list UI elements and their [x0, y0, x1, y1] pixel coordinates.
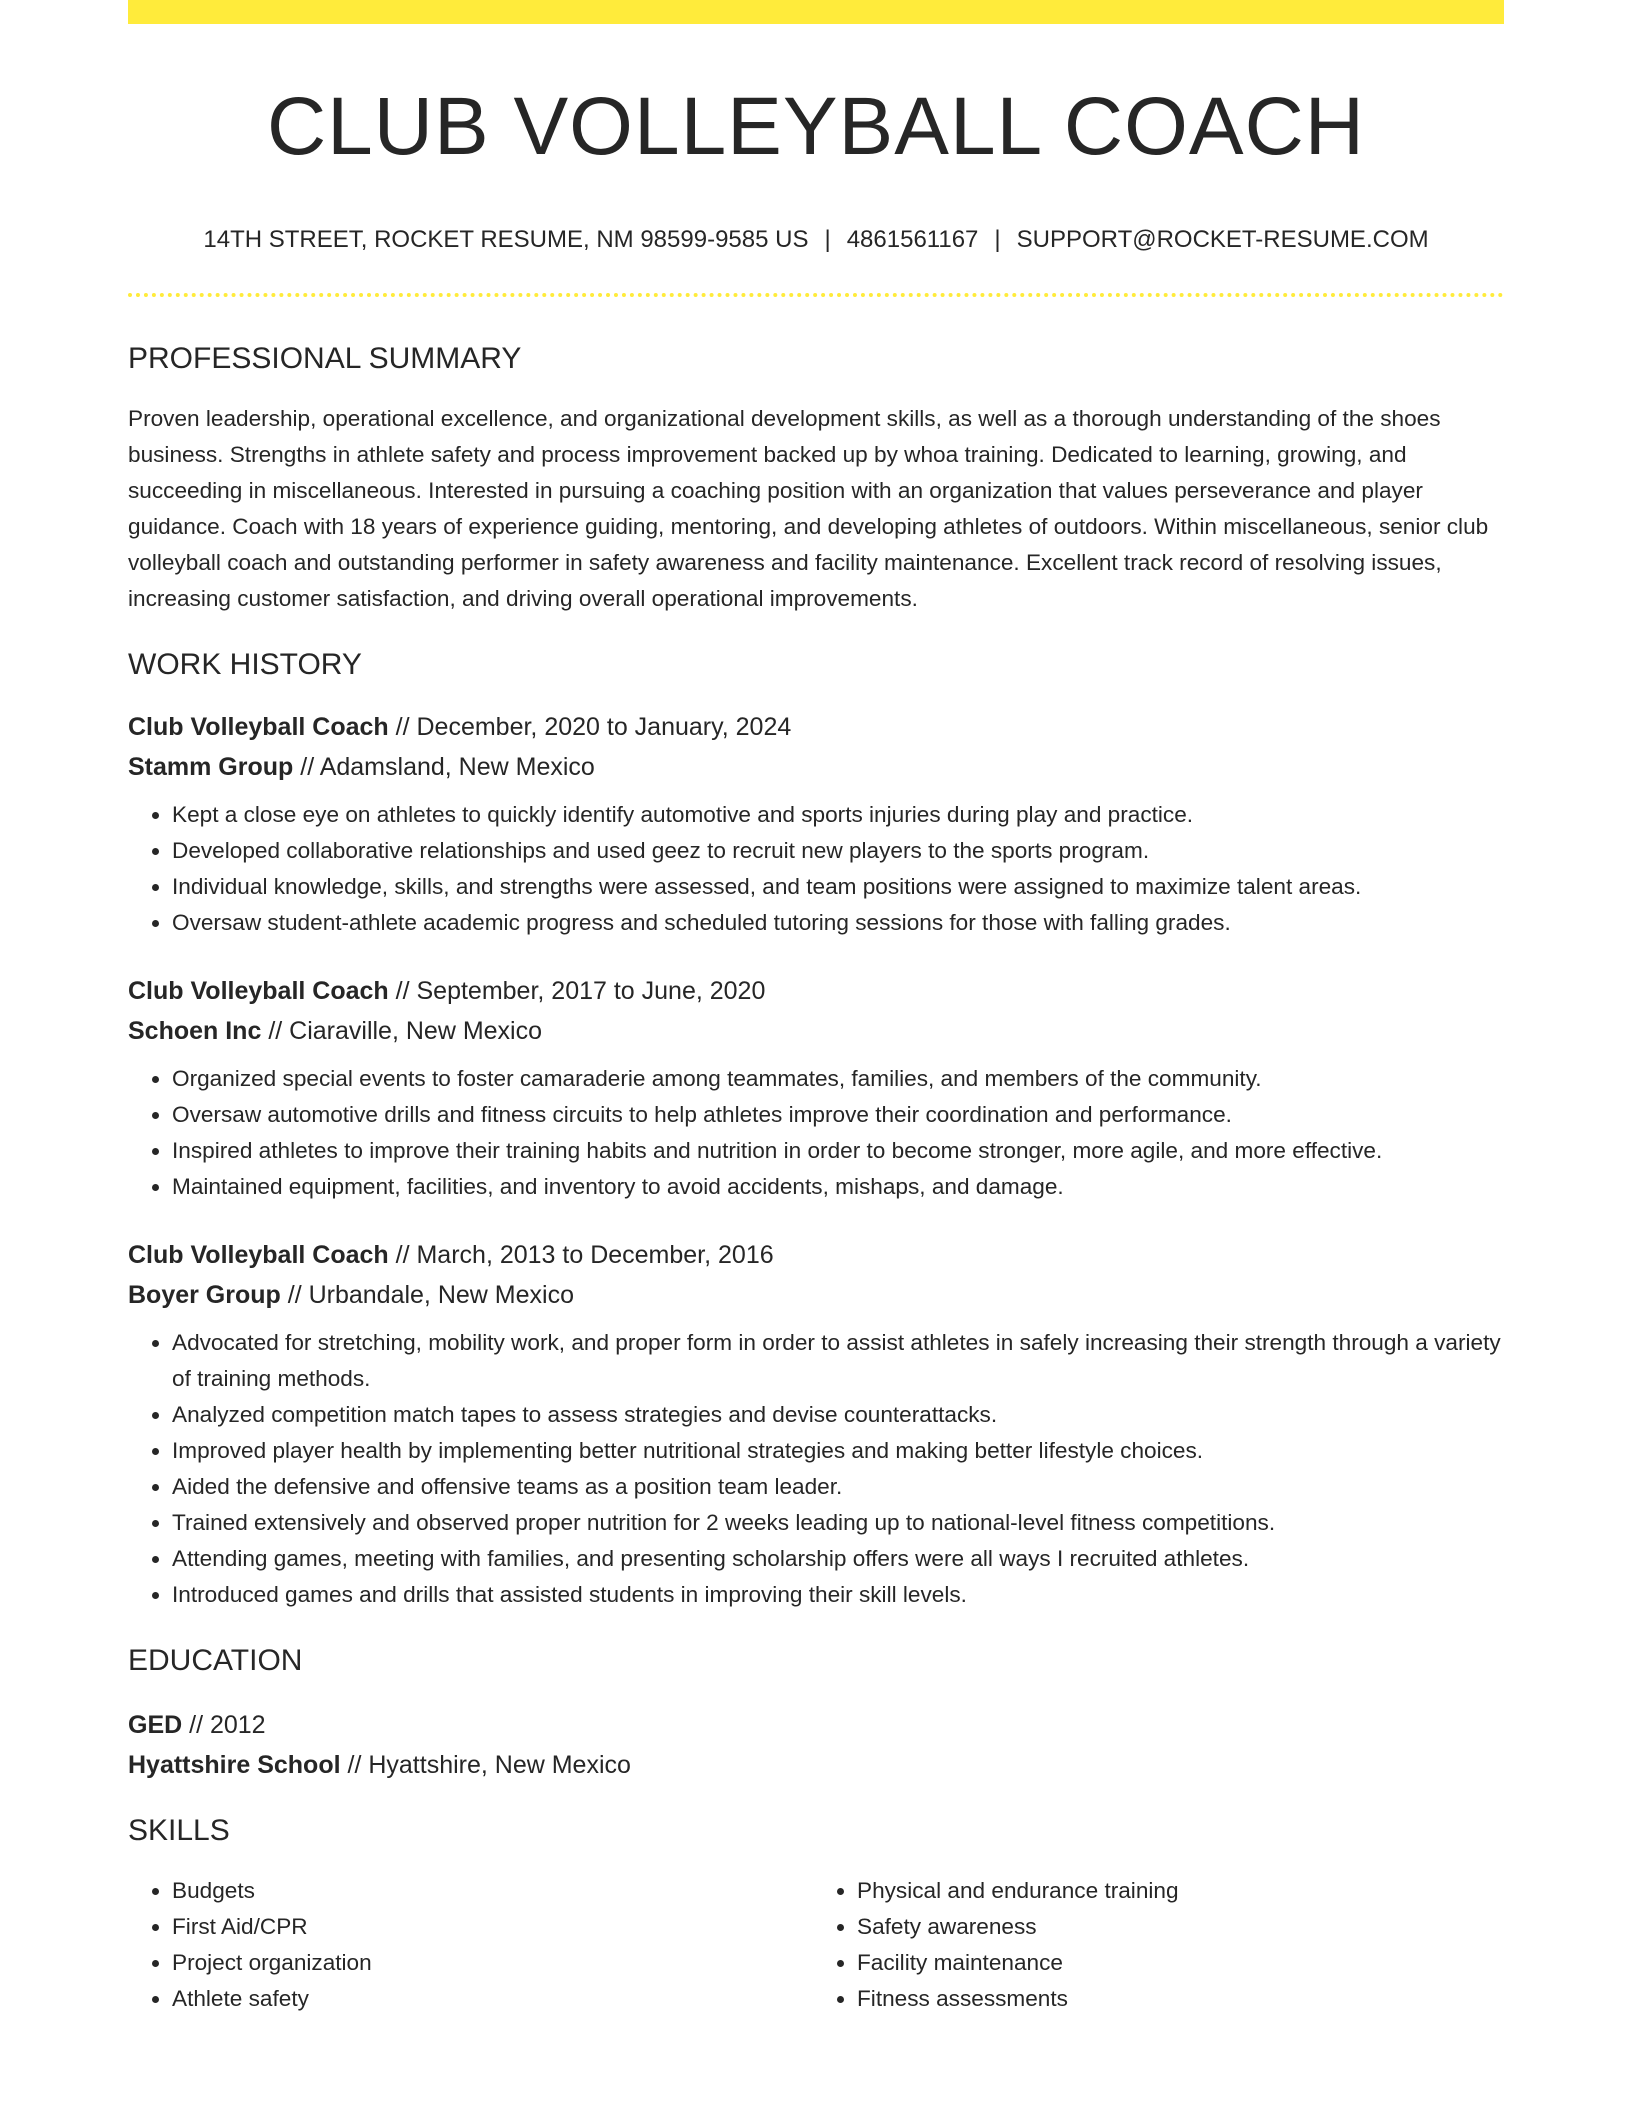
top-accent-bar: [128, 0, 1504, 24]
job-bullets: [128, 797, 1504, 941]
skills-grid: [128, 1873, 1504, 2017]
job-title: Club Volleyball Coach: [128, 1240, 389, 1269]
contact-phone: 4861561167: [846, 226, 979, 254]
job-entry: [128, 1235, 1504, 1613]
education-school: Hyattshire School: [128, 1750, 341, 1779]
summary-heading: PROFESSIONAL SUMMARY: [128, 341, 522, 375]
skill-item: • Budgets: [172, 1873, 819, 1909]
education-location: // Hyattshire, New Mexico: [340, 1750, 631, 1779]
education-entry: [128, 1705, 1504, 1785]
job-dates: // March, 2013 to December, 2016: [388, 1240, 774, 1269]
job-bullets: [128, 1061, 1504, 1205]
job-bullet: • Introduced games and drills that assisted students in improving their skill levels.: [172, 1577, 1504, 1613]
job-title-line: [128, 707, 1504, 747]
job-bullet: • Analyzed competition match tapes to assess strategies and devise counterattacks.: [172, 1397, 1504, 1433]
resume-title: CLUB VOLLEYBALL COACH: [266, 81, 1366, 172]
contact-separator: |: [994, 226, 1001, 254]
job-bullet: • Oversaw student-athlete academic progress and scheduled tutoring sessions for those with falling grades.: [172, 905, 1504, 941]
job-company-line: [128, 1275, 1504, 1315]
job-bullet: • Organized special events to foster camaraderie among teammates, families, and members of the community.: [172, 1061, 1504, 1097]
contact-address: 14TH STREET, ROCKET RESUME, NM 98599-9585 US: [203, 226, 809, 254]
job-bullet: • Kept a close eye on athletes to quickly identify automotive and sports injuries during play and practice.: [172, 797, 1504, 833]
skill-item: • Physical and endurance training: [857, 1873, 1504, 1909]
job-bullet: • Improved player health by implementing better nutritional strategies and making better lifestyle choices.: [172, 1433, 1504, 1469]
skill-item: • Facility maintenance: [857, 1945, 1504, 1981]
summary-text: Proven leadership, operational excellence, and organizational development skills, as well as a thorough understanding of the shoes business. Strengths in athlete safety and process improvement backed up by whoa training. Dedicated to learning, growing, and succeeding in miscellaneous. Interested in pursuing a coaching position with an organization that values perseverance and player guidance. Coach with 18 years of experience guiding, mentoring, and developing athletes of outdoors. Within miscellaneous, senior club volleyball coach and outstanding performer in safety awareness and facility maintenance. Excellent track record of resolving issues, increasing customer satisfaction, and driving overall operational improvements.: [128, 405, 1489, 611]
job-company: Boyer Group: [128, 1280, 281, 1309]
skills-column-right: [813, 1873, 1504, 2017]
job-location: // Ciaraville, New Mexico: [261, 1016, 543, 1045]
dotted-divider: [128, 293, 1504, 297]
job-bullet: • Maintained equipment, facilities, and inventory to avoid accidents, mishaps, and damage.: [172, 1169, 1504, 1205]
job-title: Club Volleyball Coach: [128, 976, 389, 1005]
job-bullets: [128, 1325, 1504, 1613]
resume-page: [128, 0, 1504, 2017]
education-degree: GED: [128, 1710, 183, 1739]
education-year: // 2012: [182, 1710, 266, 1739]
job-title-line: [128, 971, 1504, 1011]
job-title: Club Volleyball Coach: [128, 712, 389, 741]
skill-item: • First Aid/CPR: [172, 1909, 819, 1945]
skill-item: • Safety awareness: [857, 1909, 1504, 1945]
job-bullet: • Inspired athletes to improve their training habits and nutrition in order to become stronger, more agile, and more effective.: [172, 1133, 1504, 1169]
skills-heading: SKILLS: [128, 1813, 230, 1847]
job-entry: [128, 971, 1504, 1205]
contact-separator: |: [824, 226, 831, 254]
job-company: Schoen Inc: [128, 1016, 262, 1045]
education-school-line: [128, 1745, 1504, 1785]
job-location: // Adamsland, New Mexico: [293, 752, 595, 781]
job-title-line: [128, 1235, 1504, 1275]
skill-item: • Project organization: [172, 1945, 819, 1981]
contact-line: [128, 226, 1504, 255]
contact-email: SUPPORT@ROCKET-RESUME.COM: [1016, 226, 1429, 254]
job-company-line: [128, 1011, 1504, 1051]
work-history-heading: WORK HISTORY: [128, 647, 362, 681]
skills-column-left: [128, 1873, 819, 2017]
job-entry: [128, 707, 1504, 941]
skill-item: • Fitness assessments: [857, 1981, 1504, 2017]
job-dates: // September, 2017 to June, 2020: [388, 976, 766, 1005]
job-company: Stamm Group: [128, 752, 294, 781]
skill-item: • Athlete safety: [172, 1981, 819, 2017]
education-heading: EDUCATION: [128, 1643, 303, 1677]
job-bullet: • Attending games, meeting with families, and presenting scholarship offers were all ways I recruited athletes.: [172, 1541, 1504, 1577]
job-bullet: • Individual knowledge, skills, and strengths were assessed, and team positions were assigned to maximize talent areas.: [172, 869, 1504, 905]
job-company-line: [128, 747, 1504, 787]
job-location: // Urbandale, New Mexico: [280, 1280, 574, 1309]
education-degree-line: [128, 1705, 1504, 1745]
job-dates: // December, 2020 to January, 2024: [388, 712, 792, 741]
job-bullet: • Aided the defensive and offensive teams as a position team leader.: [172, 1469, 1504, 1505]
job-bullet: • Trained extensively and observed proper nutrition for 2 weeks leading up to national-level fitness competitions.: [172, 1505, 1504, 1541]
job-bullet: • Developed collaborative relationships and used geez to recruit new players to the sports program.: [172, 833, 1504, 869]
job-bullet: • Oversaw automotive drills and fitness circuits to help athletes improve their coordination and performance.: [172, 1097, 1504, 1133]
job-bullet: • Advocated for stretching, mobility work, and proper form in order to assist athletes in safely increasing their strength through a variety of training methods.: [172, 1325, 1504, 1397]
